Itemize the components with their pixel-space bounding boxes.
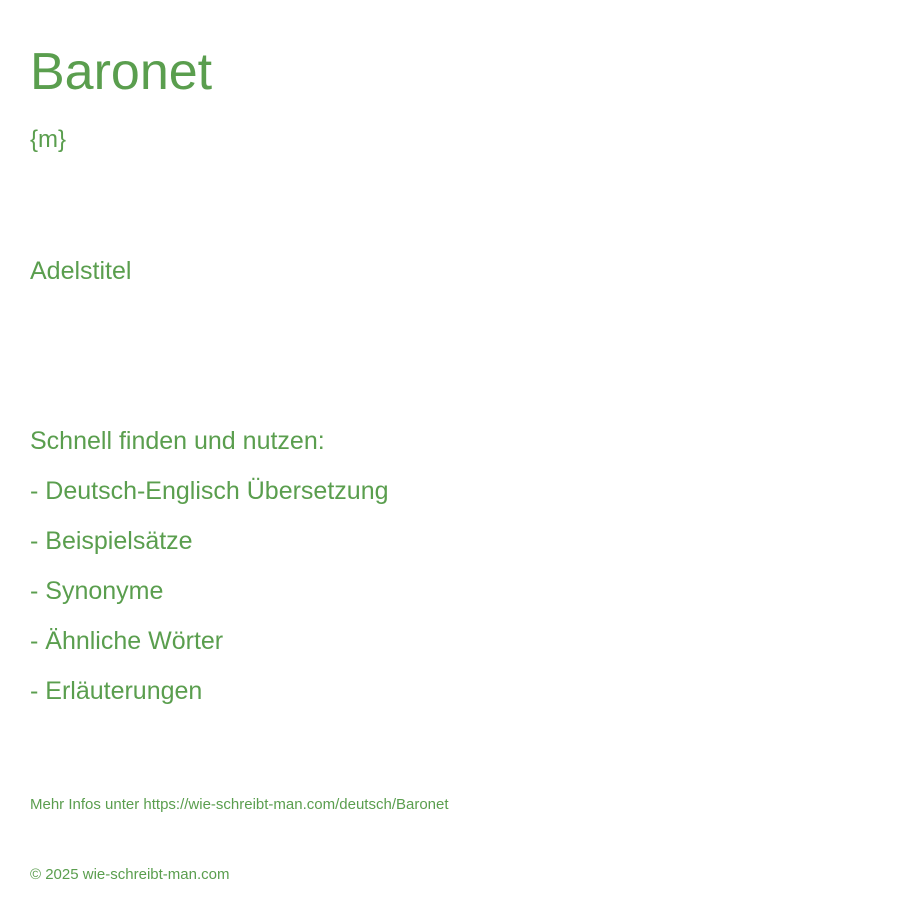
quick-links-heading: Schnell finden und nutzen: bbox=[30, 427, 325, 455]
grammatical-gender: {m} bbox=[30, 126, 67, 153]
more-info-text: Mehr Infos unter https://wie-schreibt-man.com/deutsch/Baronet bbox=[30, 796, 449, 813]
quick-link-explanations: - Erläuterungen bbox=[30, 677, 203, 705]
quick-link-similar-words: - Ähnliche Wörter bbox=[30, 627, 224, 655]
word-description: Adelstitel bbox=[30, 257, 132, 285]
quick-links-list bbox=[30, 475, 389, 725]
footer-copyright: © 2025 wie-schreibt-man.com bbox=[30, 866, 230, 883]
quick-link-example-sentences: - Beispielsätze bbox=[30, 527, 193, 555]
quick-link-synonyms: - Synonyme bbox=[30, 577, 164, 605]
page-title: Baronet bbox=[30, 43, 213, 101]
quick-link-translation: - Deutsch-Englisch Übersetzung bbox=[30, 477, 389, 505]
